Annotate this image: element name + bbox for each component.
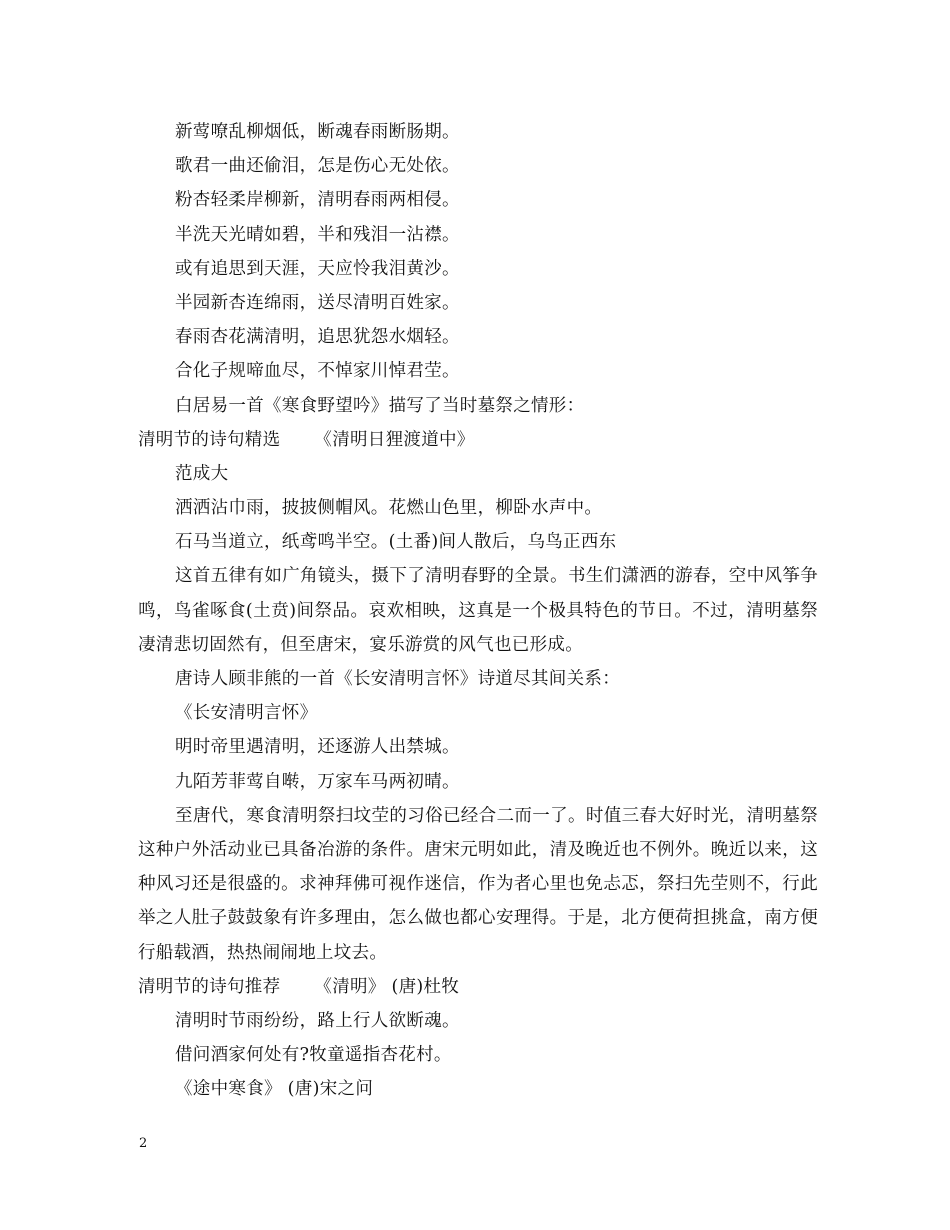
document-body bbox=[138, 115, 818, 1107]
section-heading-label: 清明节的诗句推荐 bbox=[138, 976, 281, 997]
poem-line: 粉杏轻柔岸柳新，清明春雨两相侵。 bbox=[175, 190, 460, 211]
text-line: 唐诗人顾非熊的一首《长安清明言怀》诗道尽其间关系： bbox=[175, 669, 620, 690]
poem-line: 清明时节雨纷纷，路上行人欲断魂。 bbox=[175, 1011, 460, 1031]
poem-line: 春雨杏花满清明，追思犹怨水烟轻。 bbox=[175, 327, 460, 348]
poem-line: 借问酒家何处有?牧童遥指杏花村。 bbox=[175, 1045, 452, 1066]
poem-title: 《途中寒食》 (唐)宋之问 bbox=[175, 1079, 374, 1100]
poem-line: 歌君一曲还偷泪，怎是伤心无处依。 bbox=[175, 156, 460, 177]
poem-line: 石马当道立，纸鸢鸣半空。(土番)间人散后，乌鸟正西东 bbox=[175, 532, 617, 553]
section-heading-2 bbox=[138, 970, 818, 1004]
poem-title: 《清明》 (唐)杜牧 bbox=[314, 976, 460, 997]
poem-line: 九陌芳菲莺自啭，万家车马两初晴。 bbox=[175, 771, 460, 792]
poem-title: 《清明日狸渡道中》 bbox=[314, 429, 475, 450]
body-paragraph: 这首五律有如广角镜头，摄下了清明春野的全景。书生们潇洒的游春，空中风筝争鸣，鸟雀啄食(土贲)间祭品。哀欢相映，这真是一个极具特色的节日。不过，清明墓祭凄清悲切固然有，但至唐宋，宴乐游赏的风气也已形成。 bbox=[138, 566, 818, 655]
poem-line: 洒洒沾巾雨，披披侧帽风。花燃山色里，柳卧水声中。 bbox=[175, 498, 603, 519]
section-heading-label: 清明节的诗句精选 bbox=[138, 429, 281, 450]
poem-line: 新莺嘹乱柳烟低，断魂春雨断肠期。 bbox=[175, 122, 460, 142]
poem-title: 《长安清明言怀》 bbox=[175, 703, 318, 724]
poem-line: 或有追思到天涯，天应怜我泪黄沙。 bbox=[175, 258, 460, 279]
poem-line: 半洗天光晴如碧，半和残泪一沾襟。 bbox=[175, 224, 460, 245]
section-heading-1 bbox=[138, 423, 818, 457]
poem-line: 半园新杏连绵雨，送尽清明百姓家。 bbox=[175, 292, 460, 313]
page-number: 2 bbox=[139, 1136, 148, 1151]
text-line: 白居易一首《寒食野望吟》描写了当时墓祭之情形： bbox=[175, 395, 585, 416]
body-paragraph: 至唐代，寒食清明祭扫坟茔的习俗已经合二而一了。时值三春大好时光，清明墓祭这种户外活动业已具备冶游的条件。唐宋元明如此，清及晚近也不例外。晚近以来，这种风习还是很盛的。求神拜佛可视作迷信，作为者心里也免忐忑，祭扫先茔则不，行此举之人肚子鼓鼓象有许多理由，怎么做也都心安理得。于是，北方便荷担挑盒，南方便行船载酒，热热闹闹地上坟去。 bbox=[138, 805, 818, 963]
poem-line: 合化子规啼血尽，不悼家川悼君茔。 bbox=[175, 361, 460, 382]
poem-line: 明时帝里遇清明，还逐游人出禁城。 bbox=[175, 737, 460, 758]
poem-author: 范成大 bbox=[175, 463, 229, 484]
